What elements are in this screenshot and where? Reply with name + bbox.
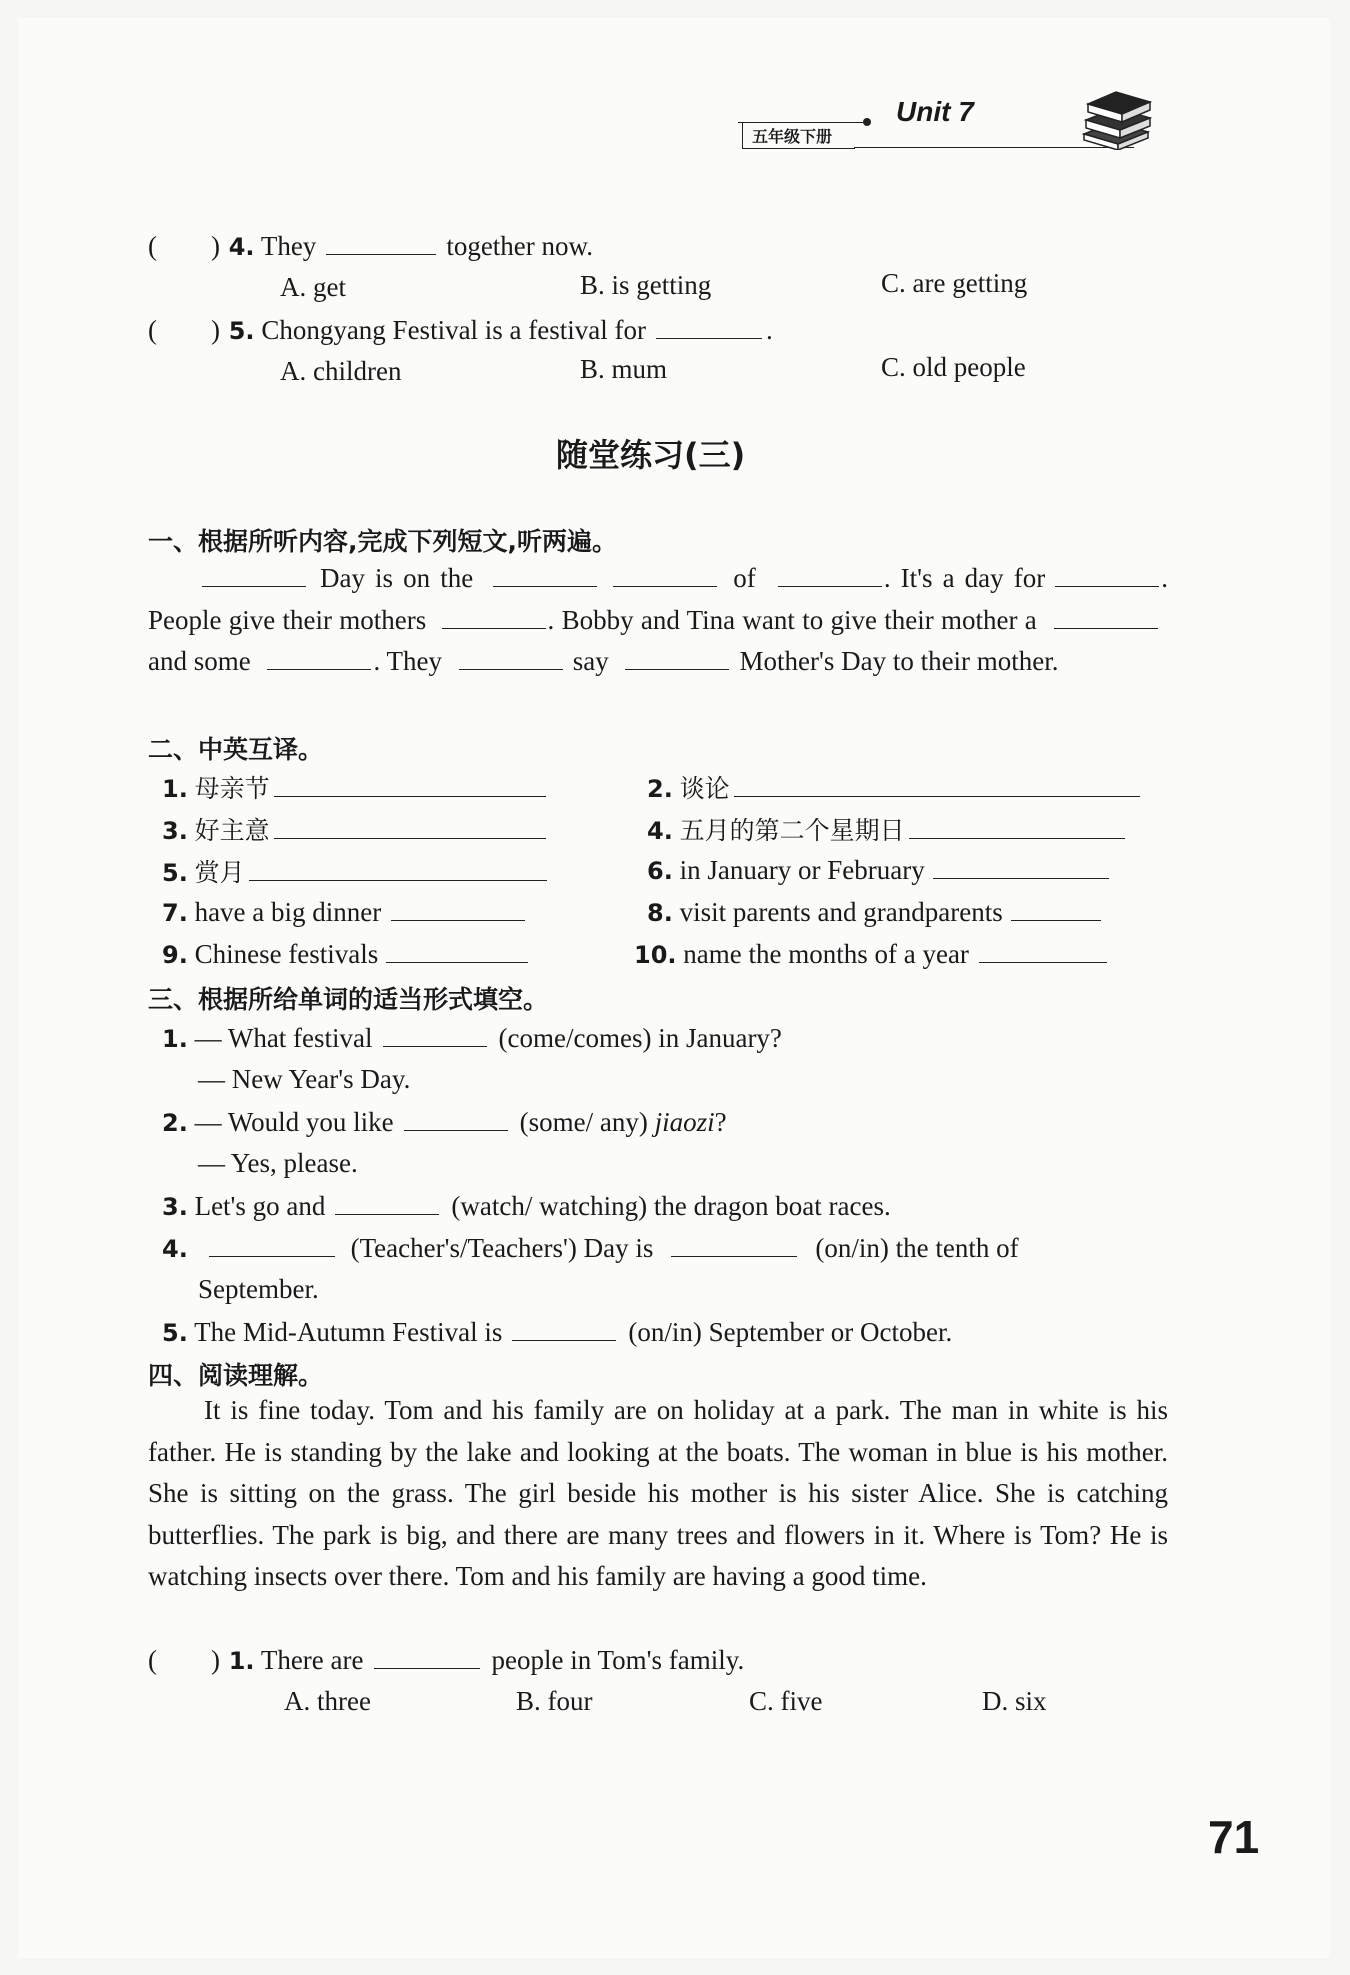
answer-blank[interactable] (335, 1188, 439, 1215)
item-text: visit parents and grandparents (679, 897, 1003, 927)
item-text: name the months of a year (683, 939, 969, 969)
answer-blank[interactable] (326, 228, 436, 255)
passage-text: Day is on the (320, 563, 474, 593)
fill-item-2-answer: — Yes, please. (198, 1148, 358, 1178)
answer-blank[interactable] (493, 560, 597, 587)
answer-blank[interactable] (613, 560, 717, 587)
item-number: 2. (647, 775, 673, 803)
item-text: 五月的第二个星期日 (679, 816, 905, 845)
header-dot (863, 118, 871, 126)
translation-item-6 (647, 852, 1113, 888)
item-text: (on/in) September or October. (628, 1317, 953, 1347)
answer-blank[interactable] (267, 643, 371, 670)
answer-blank[interactable] (374, 1642, 480, 1669)
item-text: (Teacher's/Teachers') Day is (350, 1233, 654, 1263)
option[interactable]: A. children (280, 356, 402, 386)
fill-item-5 (162, 1314, 952, 1350)
passage-text: It is fine today. Tom and his family are on holiday at a park. The man in white is his father. He is standing by the lake and looking at the boats. The woman in blue is his mother. She is sitting on the grass. The girl beside his mother is his sister Alice. She is catching butterflies. The park is big, and there are many trees and flowers in it. Where is Tom? He is watching insects over there. Tom and his family are having a good time. (148, 1395, 1168, 1591)
item-text: ? (714, 1107, 727, 1137)
item-number: 5. (162, 859, 188, 887)
section-4-heading: 四、阅读理解。 (148, 1361, 324, 1390)
item-number: 10. (634, 941, 677, 969)
answer-blank[interactable] (933, 852, 1109, 879)
answer-blank[interactable] (909, 812, 1125, 839)
item-number: 6. (647, 857, 673, 885)
question-number: 4. (228, 233, 255, 261)
item-number: 3. (162, 1193, 188, 1221)
fill-item-4-cont: September. (198, 1274, 319, 1304)
answer-blank[interactable] (656, 312, 762, 339)
fill-item-1-answer: — New Year's Day. (198, 1064, 411, 1094)
answer-blank[interactable] (979, 936, 1107, 963)
answer-paren[interactable]: ( ) (148, 231, 220, 261)
item-text: (some/ any) (519, 1107, 648, 1137)
item-number: 8. (647, 899, 673, 927)
item-text: (on/in) the tenth of (815, 1233, 1019, 1263)
item-text: 母亲节 (194, 774, 270, 803)
answer-paren[interactable]: ( ) (148, 1645, 220, 1675)
item-text-italic: jiaozi (654, 1107, 715, 1137)
unit-label: Unit 7 (896, 96, 974, 127)
item-number: 9. (162, 941, 188, 969)
passage-text: . Bobby and Tina want to give their mother a (547, 604, 1037, 635)
fill-item-4 (162, 1230, 1170, 1266)
question-number: 1. (228, 1647, 255, 1675)
section-title: 随堂练习(三) (556, 436, 746, 474)
translation-item-2 (647, 770, 1144, 806)
answer-blank[interactable] (391, 894, 525, 921)
translation-item-3 (162, 812, 550, 848)
passage-text: and some (148, 646, 251, 676)
item-number: 5. (162, 1319, 188, 1347)
item-text: (come/comes) in January? (498, 1023, 782, 1053)
item-text: 谈论 (679, 774, 730, 803)
question-4 (148, 228, 593, 264)
option[interactable]: B. four (516, 1686, 593, 1716)
section-1-heading: 一、根据所听内容,完成下列短文,听两遍。 (148, 527, 617, 556)
passage-text: . They (373, 646, 442, 676)
item-text: 赏月 (194, 858, 245, 887)
reading-passage (148, 1390, 1168, 1598)
answer-blank[interactable] (512, 1314, 616, 1341)
listening-passage (148, 558, 1168, 683)
option[interactable]: C. are getting (881, 268, 1028, 298)
item-text: Chinese festivals (194, 939, 379, 969)
translation-item-4 (647, 812, 1129, 848)
answer-blank[interactable] (249, 854, 547, 881)
question-5 (148, 312, 773, 348)
item-number: 1. (162, 775, 188, 803)
reading-question-1 (148, 1642, 744, 1678)
item-number: 4. (162, 1235, 188, 1263)
answer-blank[interactable] (383, 1020, 487, 1047)
question-stem-end: people in Tom's family. (491, 1645, 745, 1675)
answer-blank[interactable] (778, 560, 882, 587)
fill-item-3 (162, 1188, 891, 1224)
answer-blank[interactable] (274, 770, 546, 797)
question-stem: There are (260, 1645, 364, 1675)
section-2-heading: 二、中英互译。 (148, 735, 324, 764)
passage-text: Mother's Day to their mother. (739, 646, 1059, 676)
item-number: 2. (162, 1109, 188, 1137)
passage-text: of (733, 563, 756, 593)
answer-blank[interactable] (1055, 560, 1159, 587)
question-stem: They (260, 231, 317, 261)
answer-blank[interactable] (442, 602, 546, 629)
option[interactable]: D. six (982, 1686, 1047, 1716)
answer-blank[interactable] (274, 812, 546, 839)
question-stem-end: . (766, 315, 773, 345)
item-text: — What festival (194, 1023, 373, 1053)
answer-blank[interactable] (202, 560, 306, 587)
translation-item-10 (634, 936, 1111, 972)
answer-blank[interactable] (459, 643, 563, 670)
stacked-books-icon (1078, 90, 1154, 150)
item-text: Let's go and (194, 1191, 326, 1221)
item-text: in January or February (679, 855, 925, 885)
item-text: (watch/ watching) the dragon boat races. (451, 1191, 891, 1221)
translation-item-8 (647, 894, 1105, 930)
answer-blank[interactable] (625, 643, 729, 670)
item-text: 好主意 (194, 816, 270, 845)
answer-blank[interactable] (209, 1230, 335, 1257)
answer-blank[interactable] (734, 770, 1140, 797)
option[interactable]: B. mum (580, 354, 668, 384)
passage-text: . People give their mothers (148, 563, 1169, 635)
answer-blank[interactable] (671, 1230, 797, 1257)
option[interactable]: C. five (749, 1686, 823, 1716)
translation-item-1 (162, 770, 550, 806)
translation-item-7 (162, 894, 529, 930)
fill-item-1 (162, 1020, 782, 1056)
answer-blank[interactable] (1011, 894, 1101, 921)
item-text: — Would you like (194, 1107, 394, 1137)
answer-blank[interactable] (1054, 602, 1158, 629)
page-header (738, 92, 1158, 154)
passage-text: . It's a day for (883, 563, 1046, 593)
item-text: have a big dinner (194, 897, 382, 927)
item-number: 7. (162, 899, 188, 927)
option[interactable]: A. get (280, 272, 346, 302)
answer-blank[interactable] (386, 936, 528, 963)
question-stem-end: together now. (446, 231, 594, 261)
question-number: 5. (228, 317, 255, 345)
translation-item-9 (162, 936, 532, 972)
translation-item-5 (162, 854, 551, 890)
answer-paren[interactable]: ( ) (148, 315, 220, 345)
option[interactable]: B. is getting (580, 270, 712, 300)
item-number: 1. (162, 1025, 188, 1053)
grade-label: 五年级下册 (752, 127, 833, 146)
item-text: The Mid-Autumn Festival is (194, 1317, 503, 1347)
section-3-heading: 三、根据所给单词的适当形式填空。 (148, 985, 549, 1014)
passage-text: say (572, 646, 609, 676)
item-number: 3. (162, 817, 188, 845)
page-number: 71 (1208, 1811, 1260, 1863)
fill-item-2 (162, 1104, 727, 1140)
question-stem: Chongyang Festival is a festival for (261, 315, 646, 345)
option[interactable]: A. three (284, 1686, 371, 1716)
item-number: 4. (647, 817, 673, 845)
answer-blank[interactable] (404, 1104, 508, 1131)
option[interactable]: C. old people (881, 352, 1026, 382)
